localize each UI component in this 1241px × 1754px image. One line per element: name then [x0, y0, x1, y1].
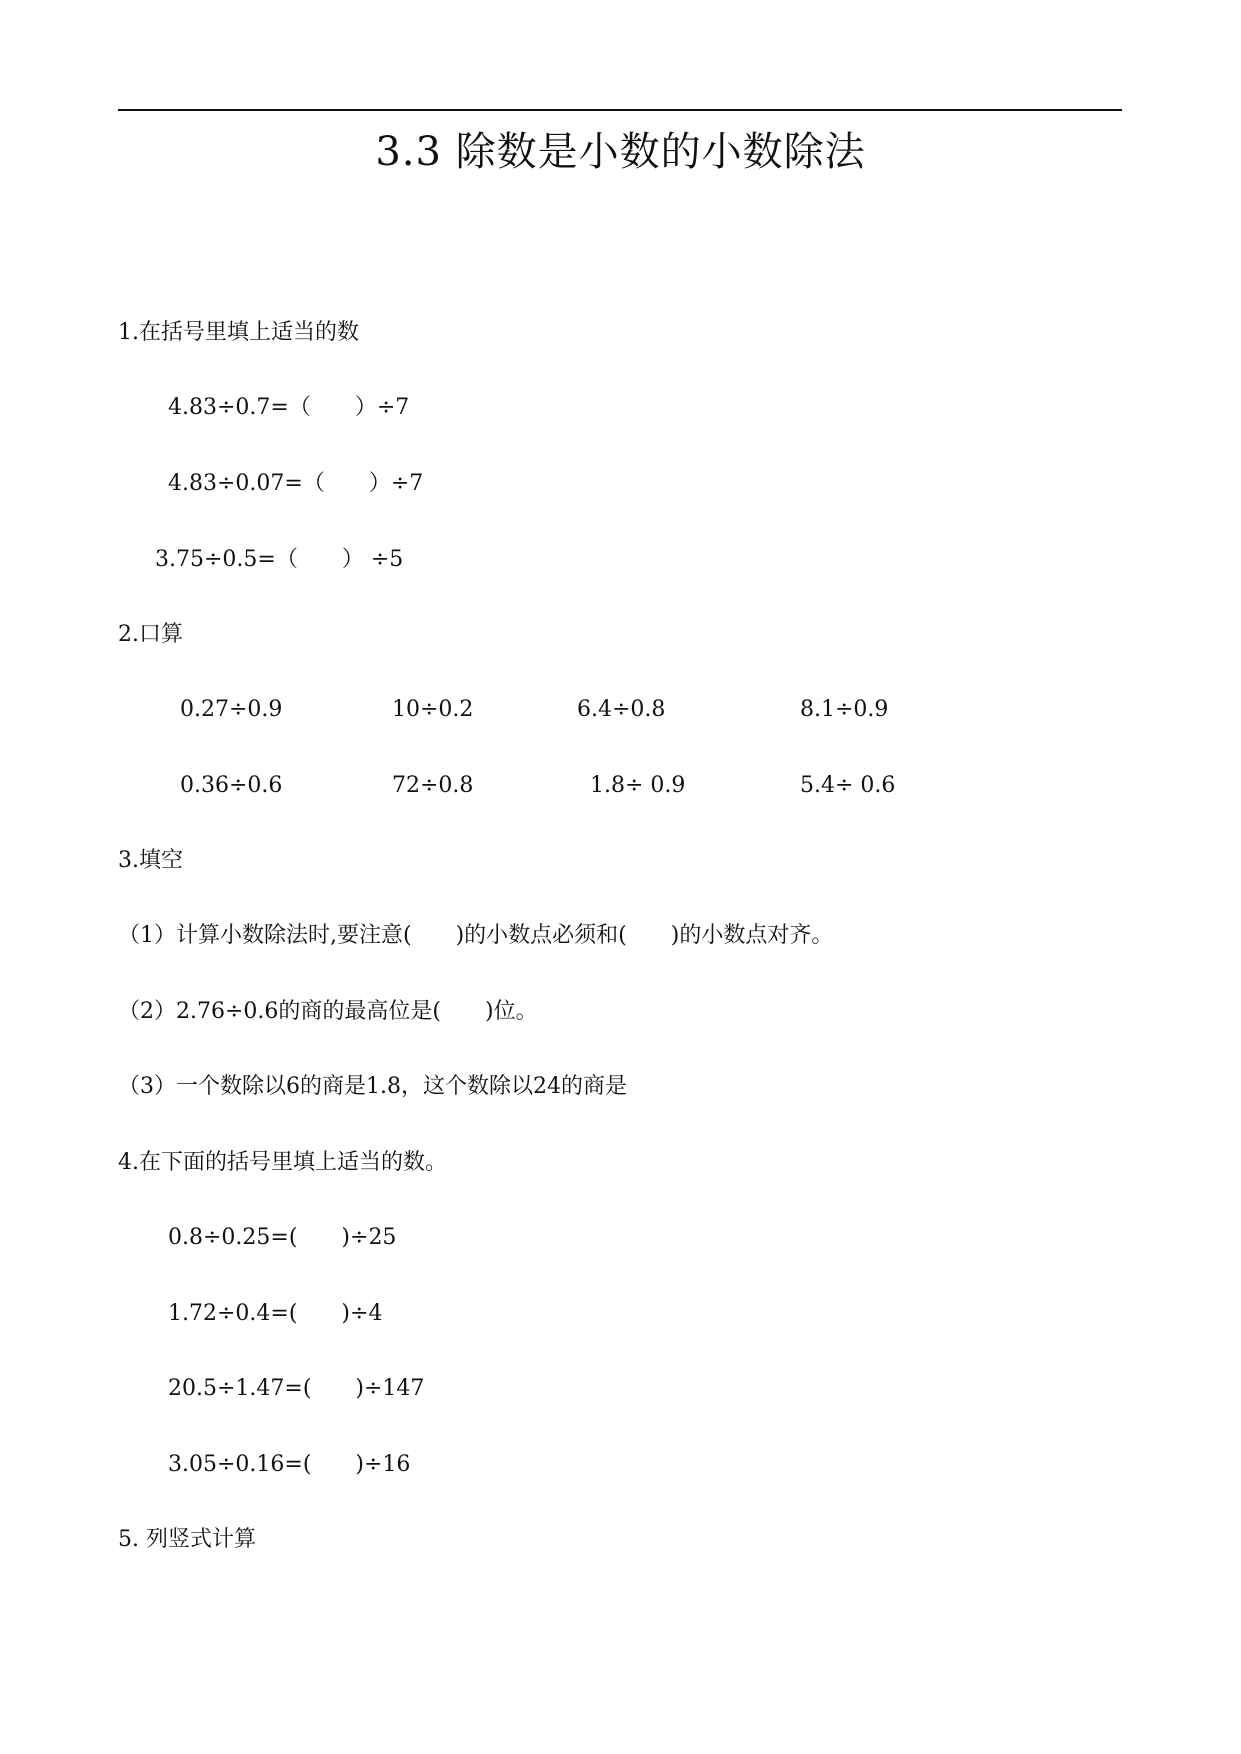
mental-math-item: 5.4÷ 0.6 [800, 773, 896, 798]
q4-item: 3.05÷0.16=( )÷16 [168, 1452, 411, 1477]
q5-heading: 5. 列竖式计算 [118, 1527, 256, 1552]
mental-math-item: 6.4÷0.8 [577, 697, 666, 722]
q3-item: （3）一个数除以6的商是1.8，这个数除以24的商是 [118, 1074, 627, 1099]
mental-math-item: 0.27÷0.9 [180, 697, 283, 722]
q2-heading: 2.口算 [118, 622, 183, 647]
q4-item: 0.8÷0.25=( )÷25 [168, 1225, 397, 1250]
mental-math-item: 1.8÷ 0.9 [590, 773, 686, 798]
mental-math-item: 10÷0.2 [392, 697, 474, 722]
q4-item: 1.72÷0.4=( )÷4 [168, 1301, 383, 1326]
header-rule [118, 109, 1122, 111]
q1-item: 3.75÷0.5=（ ） ÷5 [155, 547, 404, 572]
mental-math-item: 72÷0.8 [392, 773, 474, 798]
q3-item: （1）计算小数除法时,要注意( )的小数点必须和( )的小数点对齐。 [118, 923, 834, 948]
q4-item: 20.5÷1.47=( )÷147 [168, 1376, 425, 1401]
q1-item: 4.83÷0.7=（ ）÷7 [168, 395, 410, 420]
mental-math-item: 0.36÷0.6 [180, 773, 283, 798]
q1-item: 4.83÷0.07=（ ）÷7 [168, 471, 424, 496]
q1-heading: 1.在括号里填上适当的数 [118, 320, 359, 345]
mental-math-item: 8.1÷0.9 [800, 697, 889, 722]
page-title: 3.3 除数是小数的小数除法 [375, 129, 866, 175]
q4-heading: 4.在下面的括号里填上适当的数。 [118, 1150, 447, 1175]
q3-item: （2）2.76÷0.6的商的最高位是( )位。 [118, 999, 538, 1024]
q3-heading: 3.填空 [118, 848, 183, 873]
